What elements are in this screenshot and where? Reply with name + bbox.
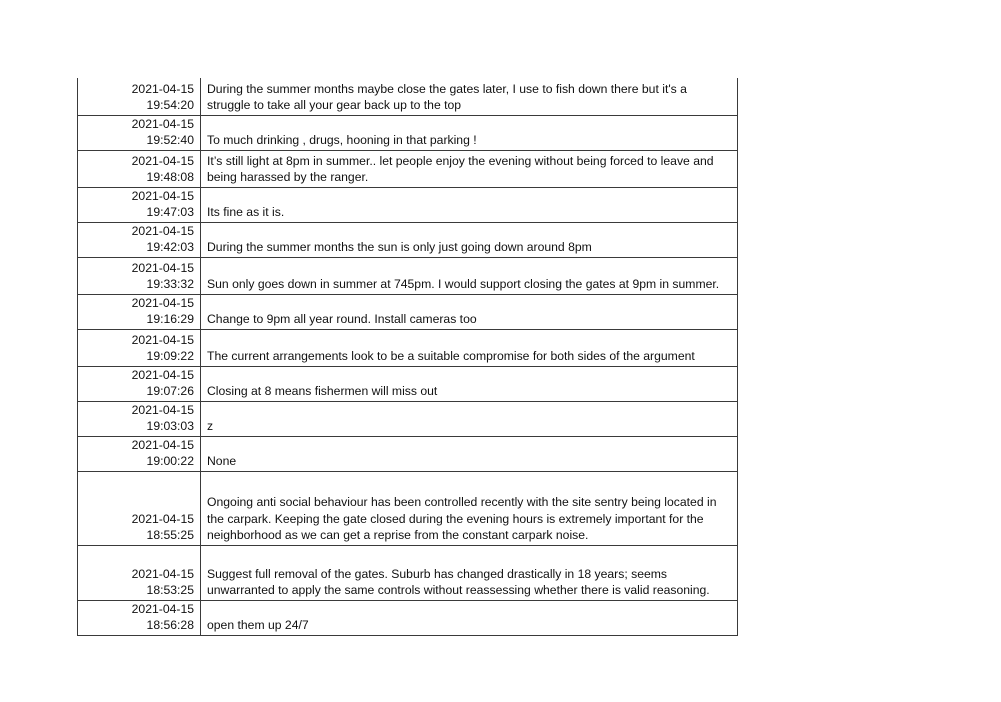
timestamp-cell [78, 545, 201, 600]
time-text: 19:33:32 [146, 277, 194, 291]
date-text: 2021-04-15 [131, 295, 194, 310]
date-text: 2021-04-15 [131, 402, 194, 417]
comment-cell: Change to 9pm all year round. Install cameras too [201, 294, 738, 329]
timestamp-cell [78, 436, 201, 471]
date-text: 2021-04-15 [131, 223, 194, 238]
timestamp-cell [78, 187, 201, 222]
time-text: 19:00:22 [146, 454, 194, 468]
timestamp-cell [78, 471, 201, 545]
table-row [78, 545, 738, 600]
date-text: 2021-04-15 [131, 332, 194, 347]
responses-table [77, 78, 738, 636]
comment-cell: Sun only goes down in summer at 745pm. I would support closing the gates at 9pm in summer. [201, 257, 738, 294]
responses-table-body [78, 78, 738, 635]
comment-cell: Closing at 8 means fishermen will miss out [201, 366, 738, 401]
table-row [78, 187, 738, 222]
table-row [78, 329, 738, 366]
time-text: 19:42:03 [146, 240, 194, 254]
date-text: 2021-04-15 [131, 511, 194, 526]
timestamp-cell [78, 257, 201, 294]
comment-cell: During the summer months maybe close the gates later, I use to fish down there but it's a struggle to take all your gear back up to the top [201, 78, 738, 115]
table-row [78, 401, 738, 436]
time-text: 19:54:20 [146, 98, 194, 112]
comment-cell: Ongoing anti social behaviour has been controlled recently with the site sentry being located in the carpark. Keeping the gate closed during the evening hours is extremely important for the neighborhood as we can get a reprise from the constant carpark noise. [201, 471, 738, 545]
table-row [78, 150, 738, 187]
date-text: 2021-04-15 [131, 367, 194, 382]
time-text: 19:07:26 [146, 384, 194, 398]
table-row [78, 222, 738, 257]
timestamp-cell [78, 150, 201, 187]
timestamp-cell [78, 222, 201, 257]
time-text: 19:16:29 [146, 312, 194, 326]
time-text: 19:03:03 [146, 419, 194, 433]
date-text: 2021-04-15 [131, 566, 194, 581]
time-text: 19:09:22 [146, 349, 194, 363]
table-row [78, 115, 738, 150]
comment-cell: Suggest full removal of the gates. Suburb has changed drastically in 18 years; seems unwarranted to apply the same controls without reassessing whether there is valid reasoning. [201, 545, 738, 600]
table-row [78, 600, 738, 635]
table-row [78, 366, 738, 401]
comment-cell: The current arrangements look to be a suitable compromise for both sides of the argument [201, 329, 738, 366]
time-text: 18:53:25 [146, 583, 194, 597]
timestamp-cell [78, 78, 201, 115]
table-row [78, 257, 738, 294]
timestamp-cell [78, 115, 201, 150]
time-text: 19:48:08 [146, 170, 194, 184]
date-text: 2021-04-15 [131, 81, 194, 96]
date-text: 2021-04-15 [131, 260, 194, 275]
time-text: 19:47:03 [146, 205, 194, 219]
comment-cell: z [201, 401, 738, 436]
comment-cell: During the summer months the sun is only just going down around 8pm [201, 222, 738, 257]
table-row [78, 436, 738, 471]
date-text: 2021-04-15 [131, 601, 194, 616]
comment-cell: Its fine as it is. [201, 187, 738, 222]
comment-cell: None [201, 436, 738, 471]
timestamp-cell [78, 366, 201, 401]
table-row [78, 471, 738, 545]
timestamp-cell [78, 294, 201, 329]
date-text: 2021-04-15 [131, 153, 194, 168]
comment-cell: It’s still light at 8pm in summer.. let people enjoy the evening without being forced to leave and being harassed by the ranger. [201, 150, 738, 187]
comment-cell: open them up 24/7 [201, 600, 738, 635]
table-row [78, 294, 738, 329]
date-text: 2021-04-15 [131, 188, 194, 203]
timestamp-cell [78, 329, 201, 366]
time-text: 18:56:28 [146, 618, 194, 632]
table-row [78, 78, 738, 115]
date-text: 2021-04-15 [131, 437, 194, 452]
timestamp-cell [78, 600, 201, 635]
time-text: 19:52:40 [146, 133, 194, 147]
date-text: 2021-04-15 [131, 116, 194, 131]
timestamp-cell [78, 401, 201, 436]
time-text: 18:55:25 [146, 528, 194, 542]
comment-cell: To much drinking , drugs, hooning in that parking ! [201, 115, 738, 150]
